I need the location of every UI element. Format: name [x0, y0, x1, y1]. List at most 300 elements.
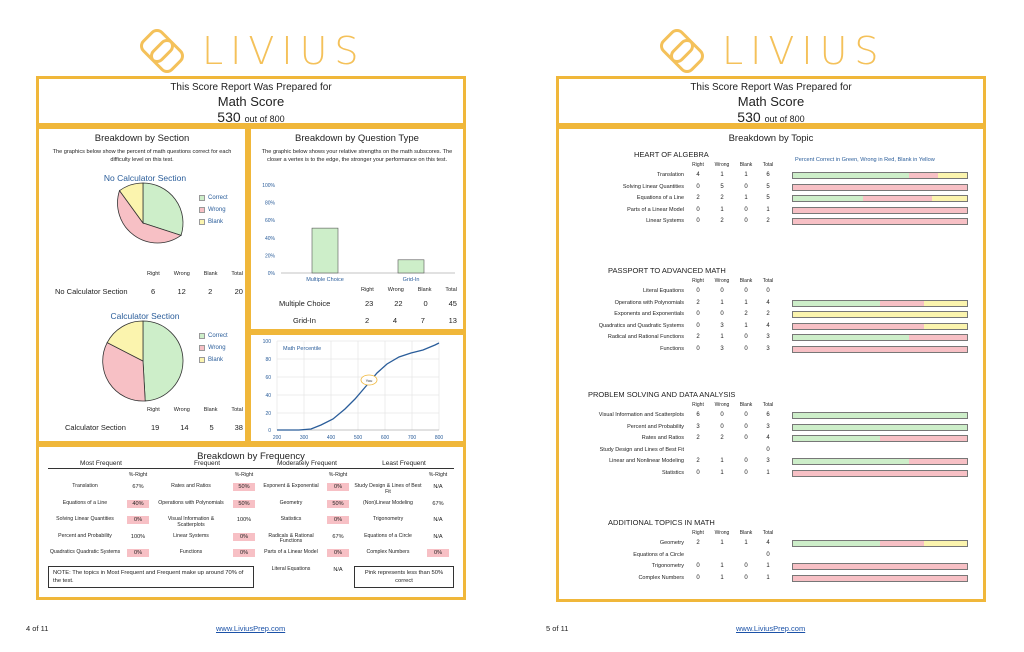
- freq-topic: Parts of a Linear Model: [264, 549, 318, 555]
- livius-logo: [656, 26, 886, 76]
- nocalc-title: No Calculator Section: [103, 173, 187, 183]
- topic-count: 2: [696, 435, 700, 442]
- topic-count: 0: [720, 288, 724, 294]
- topic-count: 1: [720, 334, 724, 341]
- freq-pct: 0%: [327, 516, 349, 524]
- topic-count: 3: [720, 346, 724, 352]
- topic-bar: [792, 470, 968, 477]
- topic-bar: [792, 195, 968, 202]
- topic-count: 3: [766, 458, 770, 465]
- topic-label: Geometry: [659, 540, 684, 546]
- topic-col-header: Total: [762, 402, 774, 408]
- bar-correct: [793, 541, 880, 546]
- topic-count: 1: [766, 574, 770, 581]
- freq-topic: Percent and Probability: [58, 532, 112, 539]
- topic-count: 6: [766, 172, 770, 178]
- topic-label: Statistics: [661, 470, 684, 476]
- bar-wrong: [793, 471, 967, 476]
- bar-correct: [793, 425, 967, 430]
- topic-count: 1: [744, 540, 748, 546]
- topic-bar: [792, 424, 968, 431]
- legend-correct: Correct: [199, 333, 228, 339]
- topic-col-header: Right: [692, 162, 704, 168]
- pct-xtick: 700: [407, 435, 417, 441]
- score-value: 530: [737, 109, 761, 125]
- freq-pct: 0%: [127, 516, 149, 524]
- freq-topic: Quadratics Quadratic Systems: [49, 549, 121, 555]
- freq-topic: Operations with Polynomials: [158, 499, 224, 506]
- bar-wrong: [793, 208, 967, 213]
- topic-count: 0: [696, 322, 700, 329]
- topic-count: 0: [744, 183, 748, 190]
- freq-topic: Equations of a Line: [62, 499, 108, 506]
- topic-label: Rates and Ratios: [641, 435, 684, 442]
- topic-col-header: Blank: [739, 162, 753, 168]
- percentile-title: Math Percentile: [283, 346, 322, 352]
- topic-bar: [792, 435, 968, 442]
- topic-count: 0: [744, 218, 748, 225]
- topic-col-header: Wrong: [714, 530, 730, 536]
- bar-correct: [793, 436, 880, 441]
- legend-wrong: Wrong: [199, 345, 228, 351]
- pct-right-header: %-Right: [328, 472, 348, 478]
- topic-count: 1: [744, 299, 748, 306]
- topic-title: Breakdown by Topic: [728, 133, 814, 144]
- freq-pct: 0%: [327, 549, 349, 557]
- bar-blank: [924, 324, 968, 329]
- bar-wrong: [909, 173, 938, 178]
- topic-count: 4: [766, 322, 770, 329]
- topic-count: 5: [766, 183, 770, 190]
- qtype-ytick: 100%: [262, 183, 275, 189]
- topic-count: 0: [744, 563, 748, 570]
- topic-count: 0: [696, 311, 700, 318]
- freq-title: Breakdown by Frequency: [197, 451, 305, 462]
- topic-bar: [792, 458, 968, 465]
- topic-col-header: Right: [692, 530, 704, 536]
- topic-count: 3: [766, 334, 770, 341]
- topic-count: 6: [696, 412, 700, 418]
- freq-pct: 50%: [233, 500, 255, 508]
- report-page-5: [546, 0, 986, 640]
- topic-count: 0: [766, 288, 770, 294]
- topic-col-header: Blank: [739, 278, 753, 284]
- brand-name: LIVIUS: [722, 29, 886, 73]
- pct-right-header: %-Right: [128, 472, 148, 478]
- topic-bar: [792, 207, 968, 214]
- topic-label: Equations of a Line: [636, 195, 684, 202]
- freq-topic: Statistics: [280, 516, 302, 522]
- bar-wrong: [793, 564, 967, 569]
- freq-header: Most Frequent: [48, 460, 154, 469]
- bar-correct: [793, 335, 909, 340]
- freq-topic: (Non)Linear Modeling: [363, 499, 413, 506]
- legend-correct: Correct: [199, 195, 228, 201]
- prepared-for: This Score Report Was Prepared for: [170, 82, 332, 93]
- topic-count: 1: [720, 299, 724, 306]
- qtype-ytick: 60%: [264, 218, 275, 225]
- percentile-chart: [251, 335, 463, 443]
- bar-wrong: [909, 335, 967, 340]
- freq-topic: Geometry: [279, 499, 303, 506]
- qtype-ytick: 80%: [264, 200, 275, 207]
- topic-count: 0: [744, 412, 748, 418]
- topic-label: Quadratics and Quadratic Systems: [598, 322, 684, 329]
- topic-label: Visual Information and Scatterplots: [598, 412, 684, 418]
- topic-col-header: Total: [762, 530, 774, 536]
- bar-correct: [793, 173, 909, 178]
- topic-count: 0: [720, 311, 724, 318]
- topic-bar: [792, 334, 968, 341]
- freq-note: NOTE: The topics in Most Frequent and Frequent make up around 70% of the test.: [48, 566, 254, 588]
- freq-topic: Complex Numbers: [366, 549, 410, 555]
- pct-ytick: 20: [265, 411, 271, 417]
- topic-count: 0: [766, 551, 770, 558]
- score-header: [556, 76, 986, 126]
- freq-pct: 100%: [236, 517, 252, 523]
- topic-bar: [792, 540, 968, 547]
- topic-label: Solving Linear Quantities: [622, 183, 684, 190]
- nocalc-col-headers: Right Wrong Blank Total: [147, 271, 243, 277]
- topic-count: 0: [766, 446, 770, 453]
- pct-xtick: 600: [380, 435, 390, 441]
- topic-count: 2: [696, 458, 700, 465]
- topic-count: 2: [720, 435, 724, 442]
- topic-count: 6: [766, 412, 770, 418]
- topic-col-header: Total: [762, 278, 774, 284]
- topic-count: 1: [720, 458, 724, 465]
- qtype-bar: [398, 260, 424, 273]
- freq-pct: 40%: [127, 500, 149, 508]
- topic-bar: [792, 563, 968, 570]
- topic-count: 1: [720, 540, 724, 546]
- qtype-bar-chart: [255, 179, 463, 283]
- topic-count: 1: [766, 206, 770, 213]
- qtype-ytick: 20%: [264, 253, 275, 260]
- legend-blank: Blank: [199, 357, 228, 363]
- bar-wrong: [793, 347, 967, 352]
- nocalc-pie: [101, 181, 185, 265]
- topic-count: 1: [744, 172, 748, 178]
- topic-count: 0: [744, 470, 748, 476]
- score-value: 530: [217, 109, 241, 125]
- logo-icon: [136, 28, 188, 74]
- topic-label: Operations with Polynomials: [614, 299, 684, 306]
- topic-label: Linear Systems: [646, 218, 684, 225]
- topic-bar: [792, 575, 968, 582]
- pct-ytick: 100: [262, 339, 271, 345]
- pct-right-header: %-Right: [428, 472, 448, 478]
- calc-row-label: Calculator Section: [65, 423, 126, 432]
- qtype-col-headers: Right Wrong Blank Total: [361, 287, 457, 293]
- freq-pct: 67%: [332, 533, 344, 540]
- freq-topic: Trigonometry: [372, 516, 404, 522]
- pct-xtick: 200: [272, 435, 282, 441]
- qtype-row-values: 23 22 0 45: [365, 299, 457, 308]
- pct-xtick: 800: [434, 435, 444, 441]
- bar-wrong: [793, 324, 924, 329]
- pct-ytick: 0: [268, 428, 271, 434]
- topic-count: 0: [744, 346, 748, 352]
- topic-col-header: Wrong: [714, 278, 730, 284]
- topic-legend: Percent Correct in Green, Wrong in Red, Blank in Yellow: [795, 157, 935, 163]
- topic-section-title: PASSPORT TO ADVANCED MATH: [608, 266, 726, 275]
- topic-count: 2: [696, 334, 700, 341]
- topic-label: Radical and Rational Functions: [607, 334, 684, 341]
- topic-label: Study Design and Lines of Best Fit: [599, 446, 684, 453]
- pct-xtick: 300: [299, 435, 309, 441]
- freq-topic: Literal Equations: [271, 565, 311, 572]
- topic-bar: [792, 300, 968, 307]
- legend-blank: Blank: [199, 219, 228, 225]
- freq-pct: 67%: [132, 484, 144, 490]
- bar-blank: [932, 196, 967, 201]
- topic-count: 4: [766, 435, 770, 442]
- score-header: [36, 76, 466, 126]
- score-out-of: out of 800: [244, 114, 285, 124]
- topic-bar: [792, 412, 968, 419]
- bar-blank: [793, 312, 967, 317]
- bar-wrong: [909, 459, 967, 464]
- section-breakdown-panel: [36, 126, 248, 444]
- topic-count: 2: [766, 218, 770, 225]
- freq-pct: 0%: [127, 549, 149, 557]
- topic-label: Translation: [656, 172, 684, 178]
- topic-section-title: ADDITIONAL TOPICS IN MATH: [608, 518, 715, 527]
- freq-topic: Linear Systems: [173, 532, 209, 539]
- topic-count: 1: [766, 563, 770, 570]
- topic-count: 0: [744, 574, 748, 581]
- topic-label: Equations of a Circle: [633, 551, 684, 558]
- qtype-row-values: 2 4 7 13: [365, 316, 457, 325]
- topic-label: Literal Equations: [643, 288, 684, 294]
- freq-header: Frequent: [154, 460, 260, 469]
- prepared-for: This Score Report Was Prepared for: [690, 82, 852, 93]
- freq-topic: Rates and Ratios: [171, 483, 211, 489]
- topic-count: 0: [720, 412, 724, 418]
- score-out-of: out of 800: [764, 114, 805, 124]
- freq-pct: N/A: [433, 517, 443, 523]
- freq-pct: 0%: [327, 483, 349, 491]
- calc-title: Calculator Section: [110, 311, 180, 321]
- pct-ytick: 80: [265, 357, 271, 363]
- calc-col-headers: Right Wrong Blank Total: [147, 407, 243, 413]
- bar-wrong: [880, 301, 924, 306]
- qtype-row-label: Multiple Choice: [279, 299, 331, 308]
- bar-blank: [938, 173, 967, 178]
- score-title: Math Score: [217, 94, 285, 109]
- bar-wrong: [880, 541, 924, 546]
- nocalc-legend: [199, 195, 228, 231]
- pct-right-header: %-Right: [234, 472, 254, 478]
- topic-bar: [792, 311, 968, 318]
- topic-count: 5: [766, 195, 770, 202]
- bar-wrong: [863, 196, 933, 201]
- page-number: 5 of 11: [546, 624, 569, 633]
- bar-wrong: [880, 436, 967, 441]
- topic-count: 1: [720, 563, 724, 570]
- topic-col-header: Total: [762, 162, 774, 168]
- topic-count: 0: [720, 423, 724, 430]
- topic-count: 0: [696, 574, 700, 581]
- topic-col-header: Wrong: [714, 162, 730, 168]
- qtype-desc: The graphic below shows your relative strengths on the math subscores. The closer a vertex is to the edge, the stronger your performance on this test.: [261, 149, 453, 164]
- bar-correct: [793, 459, 909, 464]
- topic-count: 1: [720, 470, 724, 476]
- report-page-4: [26, 0, 466, 640]
- topic-count: 1: [744, 322, 748, 329]
- freq-pct: N/A: [333, 566, 343, 573]
- freq-topic: Equations of a Circle: [364, 532, 412, 539]
- qtype-bar-label: Grid-In: [402, 277, 420, 283]
- qtype-title: Breakdown by Question Type: [295, 133, 419, 144]
- topic-count: 3: [766, 423, 770, 430]
- pct-ytick: 60: [265, 375, 271, 381]
- freq-pct: 50%: [327, 500, 349, 508]
- topic-label: Exponents and Exponentials: [614, 311, 684, 318]
- topic-bar: [792, 218, 968, 225]
- you-label: You: [365, 378, 373, 383]
- topic-col-header: Wrong: [714, 402, 730, 408]
- freq-topic: Exponent & Exponential: [263, 483, 319, 489]
- topic-count: 1: [720, 574, 724, 581]
- bar-wrong: [793, 219, 967, 224]
- percentile-panel: [248, 332, 466, 444]
- qtype-ytick: 40%: [264, 235, 275, 242]
- pct-xtick: 500: [353, 435, 363, 441]
- pct-ytick: 40: [265, 393, 271, 399]
- topic-count: 0: [696, 206, 700, 213]
- topic-col-header: Blank: [739, 402, 753, 408]
- freq-topic: Translation: [72, 483, 98, 489]
- topic-count: 4: [766, 540, 770, 546]
- topic-count: 0: [744, 288, 748, 294]
- topic-count: 0: [696, 218, 700, 225]
- nocalc-row-label: No Calculator Section: [55, 287, 128, 296]
- topic-col-header: Blank: [739, 530, 753, 536]
- brand-name: LIVIUS: [202, 29, 366, 73]
- topic-count: 0: [696, 183, 700, 190]
- legend-wrong: Wrong: [199, 207, 228, 213]
- calc-pie: [101, 319, 185, 403]
- topic-count: 0: [744, 435, 748, 442]
- freq-topic: Functions: [179, 549, 203, 555]
- calc-legend: [199, 333, 228, 369]
- topic-count: 3: [720, 322, 724, 329]
- topic-label: Complex Numbers: [638, 574, 684, 581]
- website-link[interactable]: www.LiviusPrep.com: [216, 624, 286, 633]
- logo-icon: [656, 28, 708, 74]
- bar-wrong: [793, 576, 967, 581]
- topic-count: 3: [766, 346, 770, 352]
- freq-topic: Solving Linear Quantities: [56, 516, 114, 522]
- page-number: 4 of 11: [26, 624, 49, 633]
- freq-topic: Study Design & Lines of Best Fit: [354, 483, 422, 495]
- topic-label: Functions: [660, 346, 684, 352]
- topic-count: 4: [696, 172, 700, 178]
- topic-label: Trigonometry: [651, 563, 684, 570]
- topic-label: Parts of a Linear Model: [627, 206, 684, 213]
- topic-count: 0: [744, 458, 748, 465]
- topic-col-header: Right: [692, 278, 704, 284]
- freq-pct: N/A: [433, 533, 443, 540]
- topic-count: 0: [744, 206, 748, 213]
- topic-count: 2: [766, 311, 770, 318]
- topic-section-title: PROBLEM SOLVING AND DATA ANALYSIS: [588, 390, 736, 399]
- question-type-panel: [248, 126, 466, 332]
- nocalc-row-values: 6 12 2 20: [151, 287, 243, 296]
- topic-count: 1: [744, 195, 748, 202]
- freq-pct: 0%: [233, 549, 255, 557]
- freq-topic: Radicals & Rational Functions: [268, 532, 314, 545]
- freq-pink-note: Pink represents less than 50% correct: [354, 566, 454, 588]
- freq-pct: 67%: [432, 500, 444, 507]
- freq-pct: N/A: [433, 484, 443, 490]
- topic-count: 0: [696, 470, 700, 476]
- topic-section-title: HEART OF ALGEBRA: [634, 150, 709, 159]
- livius-logo: [136, 26, 366, 76]
- topic-count: 0: [696, 288, 700, 294]
- topic-count: 2: [744, 311, 748, 318]
- bar-correct: [793, 301, 880, 306]
- bar-blank: [924, 301, 968, 306]
- bar-blank: [924, 541, 968, 546]
- qtype-ytick: 0%: [267, 271, 275, 277]
- topic-count: 5: [720, 183, 724, 190]
- topic-bar: [792, 172, 968, 179]
- topic-count: 1: [766, 470, 770, 476]
- score-title: Math Score: [737, 94, 805, 109]
- topic-count: 1: [720, 172, 724, 178]
- pct-xtick: 400: [326, 435, 336, 441]
- topic-count: 2: [696, 540, 700, 546]
- topic-bar: [792, 323, 968, 330]
- topic-count: 4: [766, 299, 770, 306]
- freq-pct: 0%: [233, 533, 255, 541]
- freq-pct: 100%: [130, 533, 146, 540]
- topic-count: 0: [696, 563, 700, 570]
- topic-count: 2: [720, 195, 724, 202]
- website-link[interactable]: www.LiviusPrep.com: [736, 624, 806, 633]
- calc-row-values: 19 14 5 38: [151, 423, 243, 432]
- qtype-row-label: Grid-In: [293, 316, 316, 325]
- freq-pct: 50%: [233, 483, 255, 491]
- section-desc: The graphics below show the percent of math questions correct for each difficulty level on this test.: [52, 149, 232, 164]
- freq-header: Moderately Frequent: [260, 460, 354, 469]
- topic-count: 2: [720, 218, 724, 225]
- qtype-bar-label: Multiple Choice: [306, 277, 344, 283]
- topic-count: 2: [696, 299, 700, 306]
- topic-count: 2: [696, 195, 700, 202]
- bar-correct: [793, 196, 863, 201]
- bar-correct: [793, 413, 967, 418]
- qtype-bar: [312, 228, 338, 273]
- topic-count: 3: [696, 423, 700, 430]
- topic-count: 0: [744, 423, 748, 430]
- topic-label: Linear and Nonlinear Modeling: [609, 458, 684, 465]
- topic-label: Percent and Probability: [627, 423, 684, 430]
- topic-col-header: Right: [692, 402, 704, 408]
- section-title: Breakdown by Section: [94, 133, 190, 144]
- freq-header: Least Frequent: [354, 460, 454, 469]
- topic-count: 1: [720, 206, 724, 213]
- topic-bar: [792, 346, 968, 353]
- topic-count: 0: [696, 346, 700, 352]
- freq-pct: 0%: [427, 549, 449, 557]
- topic-bar: [792, 184, 968, 191]
- topic-count: 0: [744, 334, 748, 341]
- bar-wrong: [793, 185, 967, 190]
